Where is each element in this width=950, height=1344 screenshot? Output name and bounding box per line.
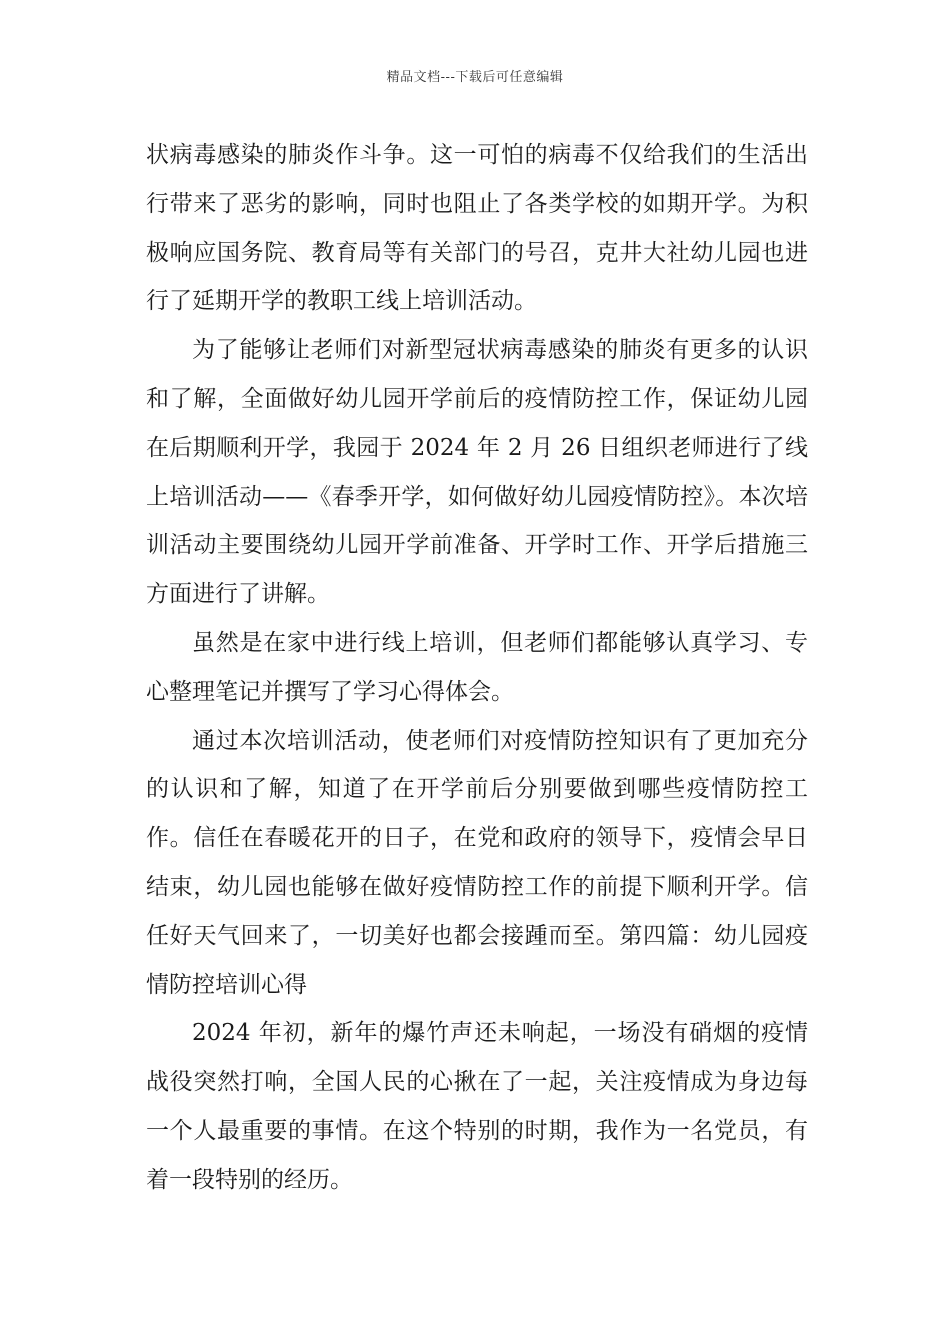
paragraph-1: 状病毒感染的肺炎作斗争。这一可怕的病毒不仅给我们的生活出行带来了恶劣的影响，同时也阻止了各类学校的如期开学。为积极响应国务院、教育局等有关部门的号召，克井大社幼儿园也进行了延期开学的教职工线上培训活动。 (146, 142, 808, 315)
document-body (146, 131, 808, 1205)
paragraph-2: 为了能够让老师们对新型冠状病毒感染的肺炎有更多的认识和了解，全面做好幼儿园开学前后的疫情防控工作，保证幼儿园在后期顺利开学，我园于 2024 年 2 月 26 日组织老师进行了线上培训活动——《春季开学，如何做好幼儿园疫情防控》。本次培训活动主要围绕幼儿园开学前准备、开学时工作、开学后措施三方面进行了讲解。 (146, 337, 808, 608)
paragraph-5: 2024 年初，新年的爆竹声还未响起，一场没有硝烟的疫情战役突然打响，全国人民的心揪在了一起，关注疫情成为身边每一个人最重要的事情。在这个特别的时期，我作为一名党员，有着一段特别的经历。 (146, 1020, 808, 1193)
paragraph-3: 虽然是在家中进行线上培训，但老师们都能够认真学习、专心整理笔记并撰写了学习心得体会。 (146, 629, 808, 705)
paragraph-4: 通过本次培训活动，使老师们对疫情防控知识有了更加充分的认识和了解，知道了在开学前后分别要做到哪些疫情防控工作。信任在春暖花开的日子，在党和政府的领导下，疫情会早日结束，幼儿园也能够在做好疫情防控工作的前提下顺利开学。信任好天气回来了，一切美好也都会接踵而至。第四篇：幼儿园疫情防控培训心得 (146, 727, 808, 998)
page-header: 精品文档---下载后可任意编辑 (386, 70, 564, 85)
